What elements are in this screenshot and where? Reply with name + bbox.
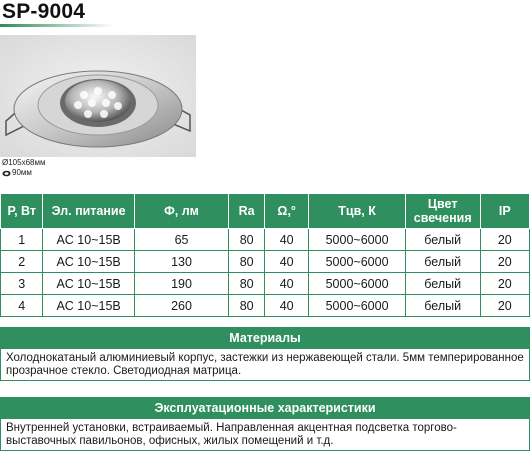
table-row xyxy=(1,251,530,273)
header-ra: Ra xyxy=(229,194,265,229)
cell: 1 xyxy=(1,229,43,251)
cutout-text: 90мм xyxy=(12,168,32,177)
cell: 20 xyxy=(480,295,529,317)
title-underline xyxy=(0,24,114,27)
table-row xyxy=(1,295,530,317)
size-text: Ø105x68мм xyxy=(2,158,46,167)
cell: 4 xyxy=(1,295,43,317)
header-supply: Эл. питание xyxy=(43,194,134,229)
cell: 65 xyxy=(134,229,229,251)
table-row xyxy=(1,229,530,251)
header-ip: IP xyxy=(480,194,529,229)
cell: 20 xyxy=(480,251,529,273)
header-temp: Тцв, К xyxy=(309,194,405,229)
cell: 3 xyxy=(1,273,43,295)
cell: AC 10~15В xyxy=(43,229,134,251)
cell: 80 xyxy=(229,273,265,295)
cell: AC 10~15В xyxy=(43,251,134,273)
operation-text: Внутренней установки, встраиваемый. Направленная акцентная подсветка торгово-выставочных павильонов, офисных, жилых помещений и т.д. xyxy=(0,419,530,451)
cell: 190 xyxy=(134,273,229,295)
product-photo xyxy=(0,35,196,157)
cell: 80 xyxy=(229,295,265,317)
materials-section xyxy=(0,327,530,381)
cell: AC 10~15В xyxy=(43,295,134,317)
cell: 5000~6000 xyxy=(309,295,405,317)
header-color: Цвет свечения xyxy=(405,194,480,229)
header-power: Р, Вт xyxy=(1,194,43,229)
cell: белый xyxy=(405,251,480,273)
cell: 2 xyxy=(1,251,43,273)
table-row xyxy=(1,273,530,295)
spec-table xyxy=(0,193,530,317)
cell: 260 xyxy=(134,295,229,317)
cell: 40 xyxy=(264,229,308,251)
cell: 20 xyxy=(480,229,529,251)
cutout-icon xyxy=(2,170,11,177)
operation-title: Эксплуатационные характеристики xyxy=(0,397,530,419)
cell: 5000~6000 xyxy=(309,273,405,295)
operation-section xyxy=(0,397,530,451)
cell: 5000~6000 xyxy=(309,229,405,251)
materials-text: Холоднокатаный алюминиевый корпус, застежки из нержавеющей стали. 5мм темперированное прозрачное стекло. Светодиодная матрица. xyxy=(0,349,530,381)
cell: AC 10~15В xyxy=(43,273,134,295)
header-angle: Ω,° xyxy=(264,194,308,229)
cell: белый xyxy=(405,229,480,251)
materials-title: Материалы xyxy=(0,327,530,349)
dimensions xyxy=(2,158,45,178)
product-title: SP-9004 xyxy=(2,0,86,23)
cell: 80 xyxy=(229,251,265,273)
cell: белый xyxy=(405,295,480,317)
cell: 40 xyxy=(264,251,308,273)
cell: 40 xyxy=(264,295,308,317)
header-flux: Ф, лм xyxy=(134,194,229,229)
cell: 80 xyxy=(229,229,265,251)
cell: 5000~6000 xyxy=(309,251,405,273)
cell: 40 xyxy=(264,273,308,295)
table-header-row xyxy=(1,194,530,229)
cell: 130 xyxy=(134,251,229,273)
cell: 20 xyxy=(480,273,529,295)
cell: белый xyxy=(405,273,480,295)
